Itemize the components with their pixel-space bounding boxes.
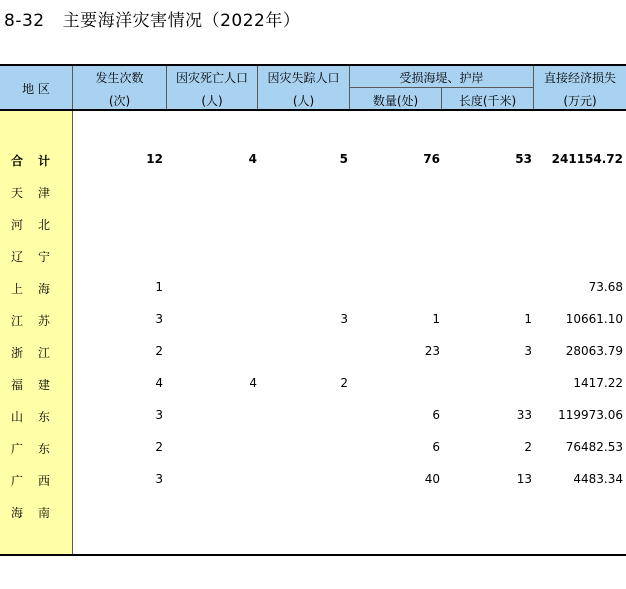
row-region [11, 504, 61, 521]
row-region-char: 天 [11, 186, 24, 200]
cell-missing: 2 [340, 376, 348, 390]
row-region [11, 408, 61, 425]
header-occurrences: 发生次数 [95, 71, 144, 85]
cell-seawall-count: 6 [432, 440, 440, 454]
header-deaths-unit: (人) [201, 94, 223, 108]
header-loss: 直接经济损失 [543, 71, 616, 85]
table-row [0, 344, 626, 364]
table-row [0, 152, 626, 172]
cell-seawall-length: 13 [516, 472, 532, 486]
row-region [11, 184, 61, 201]
table-row [0, 440, 626, 460]
table-row [0, 408, 626, 428]
table-row [0, 280, 626, 300]
row-region-char: 计 [38, 154, 51, 168]
table-row [0, 216, 626, 236]
table-title: 主要海洋灾害情况（2022年） [62, 11, 301, 31]
table-row [0, 312, 626, 332]
cell-loss: 4483.34 [573, 472, 623, 486]
row-region-char: 上 [11, 282, 24, 296]
row-region [11, 312, 61, 329]
cell-seawall-length: 3 [524, 344, 532, 358]
table-bottom-rule [0, 554, 626, 556]
cell-occurrences: 3 [155, 408, 163, 422]
cell-occurrences: 2 [155, 344, 163, 358]
cell-seawall-count: 6 [432, 408, 440, 422]
table-number: 8-32 [4, 11, 45, 31]
row-region-char: 西 [38, 474, 51, 488]
header-missing: 因灾失踪人口 [267, 71, 340, 85]
cell-seawall-length: 2 [524, 440, 532, 454]
page-title [4, 6, 300, 31]
cell-occurrences: 12 [146, 152, 163, 166]
data-table [0, 64, 626, 556]
row-region [11, 280, 61, 297]
row-region [11, 376, 61, 393]
cell-occurrences: 3 [155, 472, 163, 486]
header-missing-unit: (人) [292, 94, 315, 108]
cell-seawall-count: 23 [424, 344, 440, 358]
row-region-char: 山 [11, 410, 24, 424]
row-region-char: 宁 [38, 250, 51, 264]
row-region-char: 浙 [11, 346, 24, 360]
cell-seawall-count: 76 [423, 152, 440, 166]
row-region-char: 广 [11, 474, 24, 488]
table-row [0, 248, 626, 268]
row-region-char: 合 [11, 154, 24, 168]
cell-occurrences: 3 [155, 312, 163, 326]
header-region: 地 区 [22, 82, 50, 96]
row-region-char: 江 [11, 314, 24, 328]
cell-occurrences: 1 [155, 280, 163, 294]
table-row [0, 472, 626, 492]
cell-occurrences: 2 [155, 440, 163, 454]
cell-seawall-count: 1 [432, 312, 440, 326]
header-seawall-length: 长度(千米) [458, 94, 517, 108]
row-region [11, 216, 61, 233]
header-seawall-count: 数量(处) [372, 94, 419, 108]
header-bottom-rule [0, 109, 626, 111]
header-occurrences-unit: (次) [108, 94, 131, 108]
row-region-char: 北 [38, 218, 51, 232]
row-region [11, 440, 61, 457]
row-region [11, 152, 61, 169]
cell-loss: 119973.06 [558, 408, 623, 422]
cell-loss: 73.68 [588, 280, 623, 294]
row-region-char: 海 [11, 506, 24, 520]
cell-missing: 3 [340, 312, 348, 326]
row-region-char: 海 [38, 282, 51, 296]
cell-deaths: 4 [249, 376, 257, 390]
cell-occurrences: 4 [155, 376, 163, 390]
cell-missing: 5 [339, 152, 348, 166]
row-region-char: 辽 [11, 250, 24, 264]
cell-loss: 1417.22 [573, 376, 623, 390]
row-region [11, 344, 61, 361]
header-loss-unit: (万元) [563, 94, 597, 108]
row-region-char: 建 [38, 378, 51, 392]
cell-seawall-length: 53 [515, 152, 532, 166]
cell-loss: 241154.72 [551, 152, 623, 166]
row-region-char: 广 [11, 442, 24, 456]
header-deaths: 因灾死亡人口 [175, 71, 248, 85]
row-region-char: 津 [38, 186, 51, 200]
row-region-char: 江 [38, 346, 51, 360]
cell-loss: 10661.10 [565, 312, 623, 326]
cell-loss: 28063.79 [565, 344, 623, 358]
row-region [11, 472, 61, 489]
cell-seawall-length: 33 [516, 408, 532, 422]
cell-seawall-count: 40 [424, 472, 440, 486]
row-region [11, 248, 61, 265]
cell-seawall-length: 1 [524, 312, 532, 326]
row-region-char: 东 [38, 442, 51, 456]
row-region-char: 南 [38, 506, 51, 520]
row-region-char: 河 [11, 218, 24, 232]
table-row [0, 504, 626, 524]
header-seawall-group: 受损海堤、护岸 [399, 71, 484, 85]
row-region-char: 东 [38, 410, 51, 424]
cell-loss: 76482.53 [565, 440, 623, 454]
cell-deaths: 4 [248, 152, 257, 166]
row-region-char: 福 [11, 378, 24, 392]
table-row [0, 184, 626, 204]
table-row [0, 376, 626, 396]
row-region-char: 苏 [38, 314, 51, 328]
